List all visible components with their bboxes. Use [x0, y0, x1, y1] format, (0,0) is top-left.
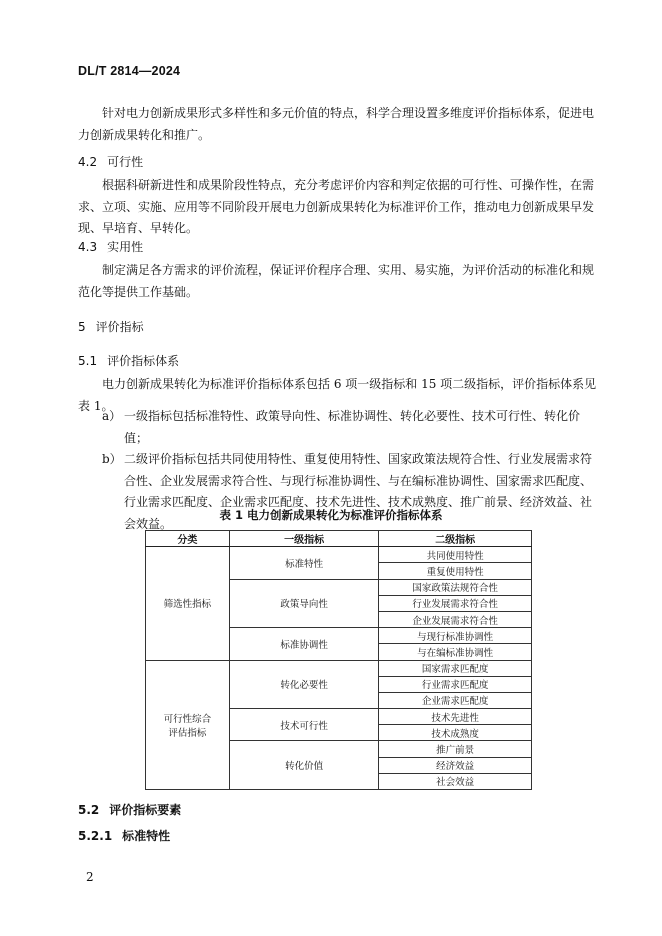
section-number: 4.2 [78, 155, 98, 169]
level2-cell: 国家政策法规符合性 [379, 579, 532, 595]
list-item-text: 一级指标包括标准特性、政策导向性、标准协调性、转化必要性、技术可行性、转化价值； [124, 409, 581, 445]
section-4-3-heading [78, 238, 143, 255]
table-caption: 表 1 电力创新成果转化为标准评价指标体系 [219, 508, 443, 522]
list-item [102, 406, 598, 449]
section-5-heading [78, 318, 144, 335]
level2-cell: 技术先进性 [379, 709, 532, 725]
level1-cell: 政策导向性 [229, 579, 379, 628]
intro-paragraph [78, 103, 598, 146]
level2-cell: 行业发展需求符合性 [379, 595, 532, 611]
section-5-2-heading [78, 801, 181, 818]
column-header: 一级指标 [229, 531, 379, 547]
table-row [146, 547, 532, 563]
level2-cell: 国家需求匹配度 [379, 660, 532, 676]
level2-cell: 行业需求匹配度 [379, 676, 532, 692]
section-title: 可行性 [107, 155, 144, 169]
level1-cell: 标准特性 [229, 547, 379, 579]
section-5-2-1-heading [78, 827, 170, 844]
level2-cell: 与现行标准协调性 [379, 628, 532, 644]
category-line: 评估指标 [168, 727, 207, 739]
level2-cell: 经济效益 [379, 757, 532, 773]
section-number: 4.3 [78, 240, 98, 254]
document-id-header: DL/T 2814—2024 [78, 64, 181, 78]
intro-text: 针对电力创新成果形式多样性和多元价值的特点，科学合理设置多维度评价指标体系，促进电力创新成果转化和推广。 [78, 106, 595, 142]
table-row [146, 660, 532, 676]
level2-cell: 社会效益 [379, 773, 532, 789]
level2-cell: 企业发展需求符合性 [379, 611, 532, 627]
section-title: 实用性 [107, 240, 144, 254]
level1-cell: 技术可行性 [229, 709, 379, 741]
level2-cell: 重复使用特性 [379, 563, 532, 579]
column-header: 二级指标 [379, 531, 532, 547]
page-number: 2 [86, 870, 94, 884]
list-item-text: 二级评价指标包括共同使用特性、重复使用特性、国家政策法规符合性、行业发展需求符合性、企业发展需求符合性、与现行标准协调性、与在编标准协调性、国家需求匹配度、行业需求匹配度、企业需求匹配度、技术先进性、技术成熟度、推广前景、经济效益、社会效益。 [124, 452, 593, 531]
section-title: 评价指标 [95, 320, 144, 334]
paragraph-text: 制定满足各方需求的评价流程，保证评价程序合理、实用、易实施，为评价活动的标准化和规范化等提供工作基础。 [78, 263, 595, 299]
level1-cell: 转化价值 [229, 741, 379, 790]
list-marker: a） [102, 409, 122, 423]
section-4-3-paragraph [78, 260, 598, 303]
section-5-1-heading [78, 352, 179, 369]
category-cell [146, 660, 230, 790]
level1-cell: 转化必要性 [229, 660, 379, 709]
section-number: 5.2 [78, 803, 100, 817]
category-line: 可行性综合 [163, 713, 212, 725]
section-title: 标准特性 [122, 829, 171, 843]
section-4-2-paragraph [78, 175, 598, 240]
indicator-table [145, 530, 532, 790]
table-header-row [146, 531, 532, 547]
level2-cell: 技术成熟度 [379, 725, 532, 741]
paragraph-text: 根据科研新进性和成果阶段性特点，充分考虑评价内容和判定依据的可行性、可操作性，在需求、立项、实施、应用等不同阶段开展电力创新成果转化为标准评价工作，推动电力创新成果早发现、早培育、早转化。 [78, 178, 595, 235]
section-4-2-heading [78, 153, 143, 170]
column-header: 分类 [146, 531, 230, 547]
level2-cell: 企业需求匹配度 [379, 692, 532, 708]
paragraph-text: 电力创新成果转化为标准评价指标体系包括 6 项一级指标和 15 项二级指标，评价指标体系见表 1。 [78, 377, 597, 413]
level2-cell: 与在编标准协调性 [379, 644, 532, 660]
section-title: 评价指标体系 [107, 354, 180, 368]
section-number: 5.2.1 [78, 829, 113, 843]
section-number: 5.1 [78, 354, 98, 368]
category-cell: 筛选性指标 [146, 547, 230, 660]
section-number: 5 [78, 320, 86, 334]
list-marker: b） [102, 452, 122, 466]
level2-cell: 推广前景 [379, 741, 532, 757]
section-title: 评价指标要素 [109, 803, 182, 817]
level2-cell: 共同使用特性 [379, 547, 532, 563]
level1-cell: 标准协调性 [229, 628, 379, 660]
